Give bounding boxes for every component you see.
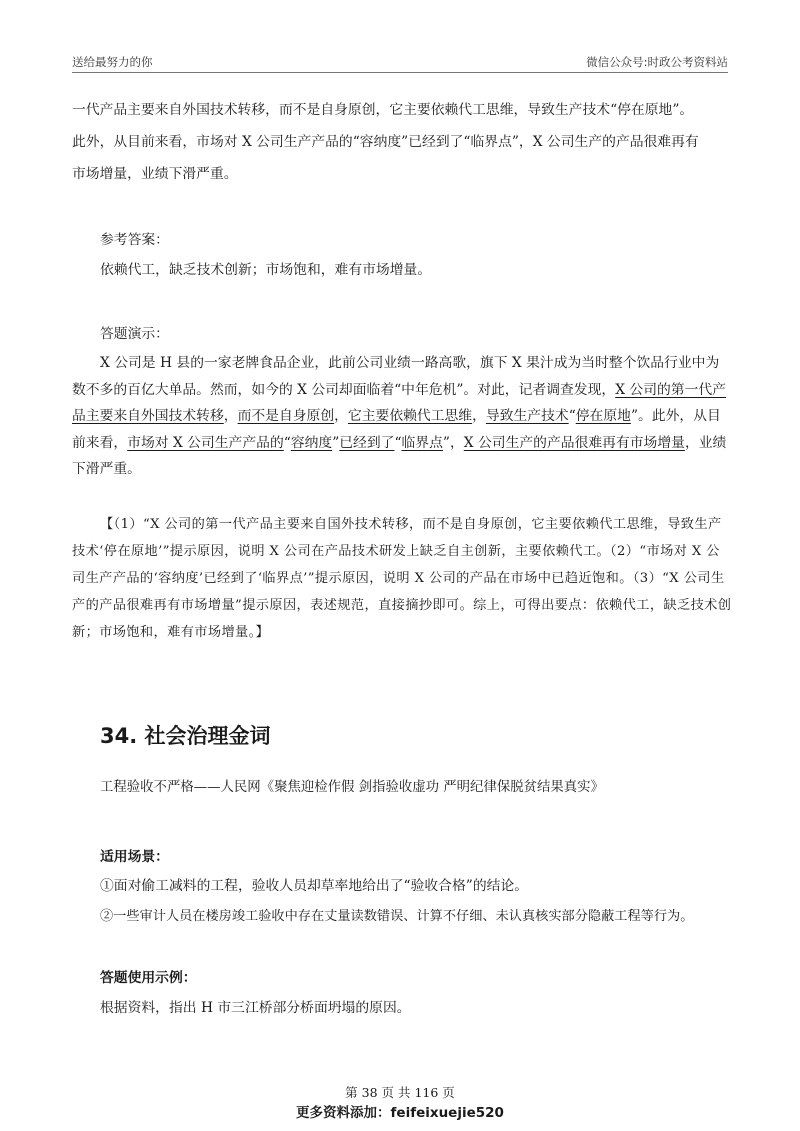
demo-text: ， (223, 408, 238, 424)
footer-contact: 更多资料添加：feifeixuejie520 (296, 1105, 504, 1121)
header-right-text: 微信公众号:时政公考资料站 (586, 55, 728, 69)
intro-line-2: 此外，从目前来看，市场对 X 公司生产产品的“容纳度”已经到了“临界点”，X 公司生产的产品很难再有 (72, 134, 699, 150)
intro-line-1: 一代产品主要来自外国技术转移，而不是自身原创，它主要依赖代工思维，导致生产技术“停在原地”。 (72, 102, 694, 118)
demo-underline: 临界点 (401, 434, 443, 451)
section-subtitle: 工程验收不严格——人民网《聚焦迎检作假 剑指验收虚功 严明纪律保脱贫结果真实》 (100, 780, 604, 795)
demo-underline: 容纳度 (290, 434, 333, 451)
demo-text: ” (332, 434, 340, 451)
demo-underline: 而不是自身原创 (237, 408, 335, 424)
page-number: 第 38 页 共 116 页 (345, 1085, 455, 1100)
demo-text: ， (334, 408, 348, 424)
scenario-label: 适用场景： (100, 849, 169, 865)
demo-text: ”。此外，从目前来看， (72, 408, 721, 451)
answer-label: 参考答案： (100, 232, 169, 248)
demo-text: “ (283, 434, 291, 451)
demo-text: X 公司是 H 县的一家老牌食品企业，此前公司业绩一路高歌，旗下 X 果汁成为当时整个饮品行业中为数不多的百亿大单品。然而，如今的 X 公司却面临着“中年危机”。对此，记者调查发现， (72, 355, 720, 398)
section-title: 34. 社会治理金词 (100, 724, 271, 748)
scenario-item-2: ②一些审计人员在楼房竣工验收中存在丈量读数错误、计算不仔细、未认真核实部分隐蔽工程等行为。 (100, 909, 694, 924)
demo-underline: X 公司的第一代产品主要来自外国技术转移 (72, 381, 726, 424)
demo-underline: 市场对 X 公司生产产品的 (127, 434, 284, 451)
analysis-paragraph: 【（1）“X 公司的第一代产品主要来自国外技术转移，而不是自身原创，它主要依赖代工思维，导致生产技术‘停在原地’”提示原因，说明 X 公司在产品技术研发上缺乏自主创新，主要依赖代工。（2）“市场对 X 公司生产产品的‘容纳度’已经到了‘临界点’”提示原因，说明 X 公司的产品在市场中已趋近饱和。（3）“X 公司生产的产品很难再有市场增量”提示原因，表述规范，直接摘抄即可。综上，可得出要点：依赖代工，缺乏技术创新；市场饱和，难有市场增量。】 (72, 517, 732, 640)
demo-label: 答题演示： (100, 326, 169, 342)
demo-text: ”， (442, 434, 464, 451)
example-label: 答题使用示例： (100, 970, 197, 986)
demo-text: “ (394, 434, 402, 451)
intro-line-3: 市场增量，业绩下滑严重。 (72, 166, 238, 182)
demo-underline: 已经到了 (339, 434, 395, 451)
demo-text: ，业绩下滑严重。 (72, 434, 727, 477)
demo-paragraph (72, 350, 732, 483)
demo-underline: 它主要依赖代工思维 (347, 408, 473, 424)
page-header (72, 54, 728, 73)
answer-text: 依赖代工，缺乏技术创新；市场饱和，难有市场增量。 (100, 262, 432, 278)
demo-underline: 导致生产技术 (485, 408, 569, 424)
demo-text: “ (568, 408, 576, 424)
header-left-text: 送给最努力的你 (72, 55, 153, 69)
demo-text: ， (472, 408, 486, 424)
demo-underline: 停在原地 (575, 408, 631, 424)
example-text: 根据资料，指出 H 市三江桥部分桥面坍塌的原因。 (100, 1000, 411, 1016)
scenario-item-1: ①面对偷工减料的工程，验收人员却草率地给出了“验收合格”的结论。 (100, 878, 529, 894)
demo-underline: X 公司生产的产品很难再有市场增量 (463, 434, 685, 451)
